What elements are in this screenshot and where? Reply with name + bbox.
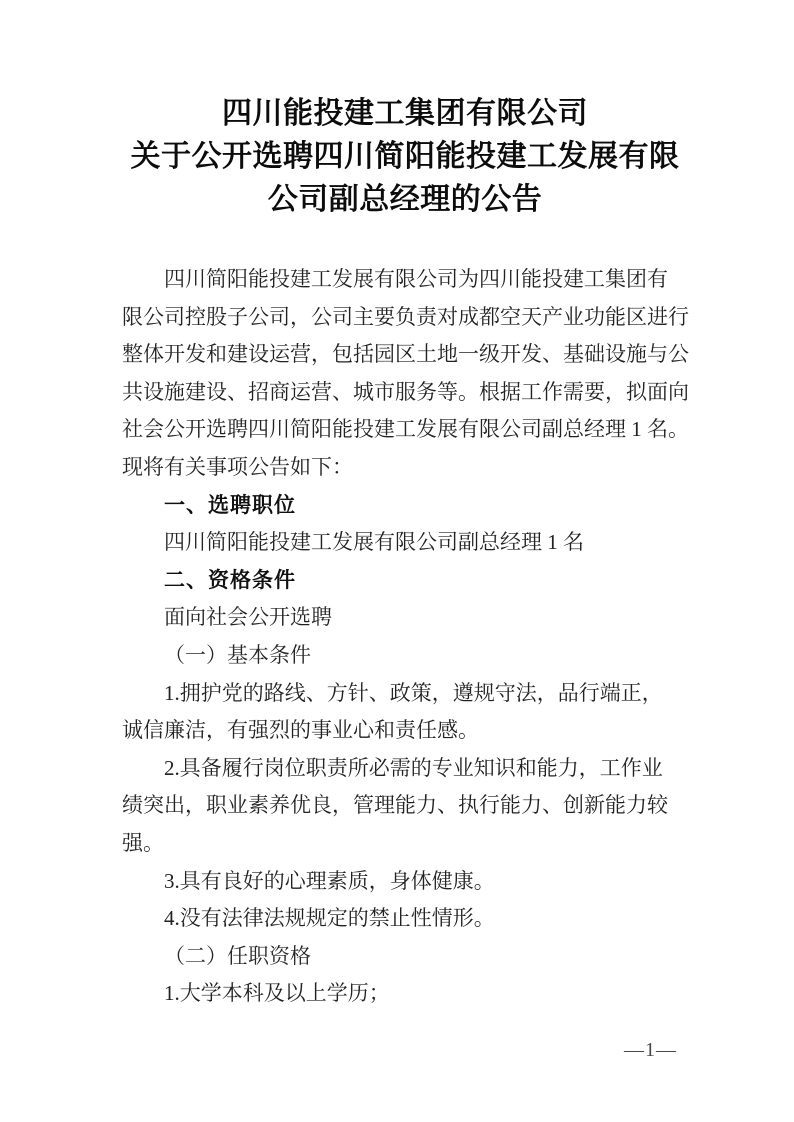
document-title: [122, 92, 688, 221]
body-line: 一、选聘职位: [164, 493, 296, 517]
title-line-2: 关于公开选聘四川简阳能投建工发展有限: [130, 140, 680, 173]
body-line: 1.拥护党的路线、方针、政策，遵规守法，品行端正，: [164, 680, 663, 705]
body-line: 强。: [122, 830, 164, 855]
body-line: （一）基本条件: [164, 642, 311, 667]
body-line: 诚信廉洁，有强烈的事业心和责任感。: [122, 718, 479, 743]
body-line: 社会公开选聘四川简阳能投建工发展有限公司副总经理 1 名。: [122, 417, 689, 442]
title-line-1: 四川能投建工集团有限公司: [222, 97, 588, 130]
body-line: 二、资格条件: [164, 568, 296, 592]
body-line: 面向社会公开选聘: [164, 605, 332, 630]
body-line: 2.具备履行岗位职责所必需的专业知识和能力，工作业: [164, 755, 663, 780]
body-line: 四川简阳能投建工发展有限公司副总经理 1 名: [164, 530, 584, 555]
title-line-3: 公司副总经理的公告: [267, 183, 543, 216]
body-line: 限公司控股子公司，公司主要负责对成都空天产业功能区进行: [122, 304, 689, 329]
body-line: 整体开发和建设运营，包括园区土地一级开发、基础设施与公: [122, 342, 689, 367]
body-line: 四川简阳能投建工发展有限公司为四川能投建工集团有: [164, 267, 668, 291]
document-body: [122, 261, 692, 1013]
body-line: 现将有关事项公告如下：: [122, 454, 353, 479]
body-line: 3.具有良好的心理素质，身体健康。: [164, 868, 495, 893]
body-line: 1.大学本科及以上学历；: [164, 981, 390, 1006]
body-line: （二）任职资格: [164, 943, 311, 968]
page-number: —1—: [624, 1039, 677, 1061]
body-line: 绩突出，职业素养优良，管理能力、执行能力、创新能力较: [122, 793, 668, 818]
body-line: 共设施建设、招商运营、城市服务等。根据工作需要，拟面向: [122, 379, 689, 404]
body-line: 4.没有法律法规规定的禁止性情形。: [164, 906, 495, 931]
